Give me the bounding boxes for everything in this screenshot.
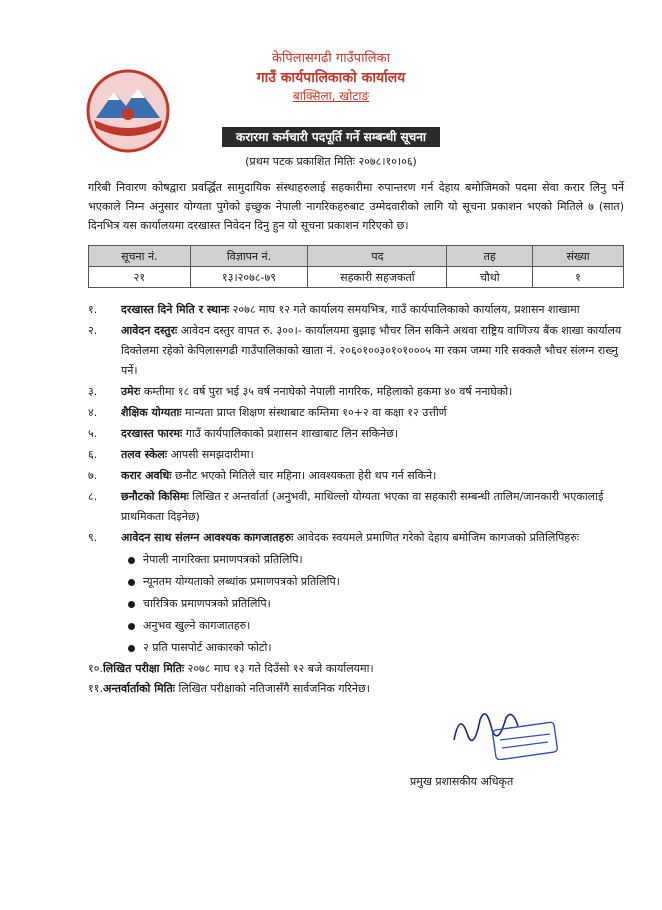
office-name: गाउँ कार्यपालिकाको कार्यालय [256, 70, 406, 86]
office-address: बाक्सिला, खोटाङ [292, 89, 370, 103]
item-number: १०. [88, 662, 103, 675]
item-text: लिखित परीक्षाको नतिजासँगै सार्वजनिक गरिनेछ। [174, 682, 370, 695]
item-label: उमेरः [121, 385, 141, 398]
list-item [88, 528, 628, 548]
table-cell: १ [533, 267, 624, 288]
municipality-name: केपिलासगढी गाउँपालिका [272, 51, 390, 66]
item-label: लिखित परीक्षा मितिः [102, 662, 185, 675]
document-bullet [128, 549, 628, 571]
item-label: शैक्षिक योग्यताः [121, 406, 182, 419]
item-label: करार अवधिः [121, 469, 172, 482]
item-number: १. [88, 303, 98, 316]
item-number: ८. [88, 490, 98, 503]
item-label: दरखास्त दिने मिति र स्थानः [121, 303, 230, 316]
table-header: विज्ञापन नं. [190, 246, 308, 267]
table-header: पद [308, 246, 447, 267]
bullet-text: अनुभव खुल्ने कागजातहरु। [143, 619, 251, 632]
list-item [88, 424, 628, 444]
table-header: सूचना नं. [89, 246, 191, 267]
bullet-icon [128, 579, 135, 586]
table-header: संख्या [533, 246, 624, 267]
item-text: लिखित र अन्तर्वार्ता (अनुभवी, माथिल्लो योग्यता भएका वा सहकारी सम्बन्धी तालिम/जानकारी भएकालाई प्राथमिकता दिइनेछ) [121, 490, 604, 523]
item-label: आवेदन साथ संलग्न आवश्यक कागजातहरुः [121, 531, 294, 544]
item-number: ५. [88, 427, 98, 440]
item-number: ६. [88, 448, 98, 461]
list-item [88, 466, 628, 486]
list-item [88, 382, 628, 402]
item-label: अन्तर्वार्ताको मितिः [102, 682, 175, 695]
document-bullet [128, 637, 628, 659]
table-cell: चौथो [447, 267, 533, 288]
item-text: कम्तीमा १८ वर्ष पुरा भई ३५ वर्ष ननाघेको नेपाली नागरिक, महिलाको हकमा ४० वर्ष ननाघेको। [140, 385, 513, 398]
list-item [88, 487, 628, 527]
publish-date: (प्रथम पटक प्रकाशित मितिः २०७८।१०।०६) [245, 155, 417, 168]
item-label: आवेदन दस्तुरः [121, 324, 178, 337]
item-number: ९. [88, 531, 98, 544]
item-number: ११. [88, 682, 103, 695]
bullet-text: न्यूनतम योग्यताको लब्धांक प्रमाणपत्रको प्रतिलिपि। [143, 575, 340, 588]
item-number: ३. [88, 385, 98, 398]
bullet-text: चारित्रिक प्रमाणपत्रको प्रतिलिपि। [143, 597, 271, 610]
item-number: ७. [88, 469, 98, 482]
item-text: मान्यता प्राप्त शिक्षण संस्थाबाट कम्तिमा १०+२ वा कक्षा १२ उत्तीर्ण [181, 406, 447, 419]
conditions-list [88, 300, 628, 699]
item-text: आपसी समझदारीमा। [167, 448, 254, 461]
list-item [88, 321, 628, 381]
item-text: २०७८ माघ १२ गते कार्यालय समयभित्र, गाउँ कार्यपालिकाको कार्यालय, प्रशासन शाखामा [229, 303, 580, 316]
item-text: आवेदन दस्तुर वापत रु. ३००।- कार्यालयमा बुझाइ भौचर लिन सकिने अथवा राष्ट्रिय वाणिज्य बैंक शाखा कार्यालय दिक्तेलमा रहेको केपिलासगढी गाउँपालिकाको खाता नं. २०६०१००३०१०१०००५ मा रकम जम्मा गरि सक्कलै भौचर संलग्न राख्नु पर्ने। [121, 324, 622, 377]
office-header [0, 50, 662, 105]
bullet-text: २ प्रति पासपोर्ट आकारको फोटो। [143, 641, 272, 654]
bullet-icon [128, 645, 135, 652]
table-row [89, 267, 624, 288]
table-cell: १३।२०७८-७९ [190, 267, 308, 288]
bullet-icon [128, 623, 135, 630]
notice-title-banner: करारमा कर्मचारी पदपूर्ति गर्ने सम्बन्धी सूचना [222, 127, 440, 147]
table-header-row [89, 246, 624, 267]
list-item [88, 300, 628, 320]
document-bullet [128, 571, 628, 593]
document-bullet [128, 615, 628, 637]
item-number: २. [88, 324, 98, 337]
item-label: तलव स्केलः [121, 448, 168, 461]
list-item [88, 659, 628, 679]
list-item [88, 445, 628, 465]
signature-stamp [450, 700, 560, 760]
intro-paragraph: गरिबी निवारण कोषद्वारा प्रवर्द्धित सामुदायिक संस्थाहरुलाई सहकारीमा रुपान्तरण गर्न देहाय बमोजिमको पदमा सेवा करार लिनु पर्ने भएकाले निम्न अनुसार योग्यता पुगेको इच्छुक नेपाली नागरिकहरुबाट उम्मेदवारीको लागि यो सूचना प्रकाशन भएको मितिले ७ (सात) दिनभित्र यस कार्यालयमा दरखास्त निवेदन दिनु हुन यो सूचना प्रकाशन गरिएको छ। [88, 181, 624, 232]
vacancy-table [88, 245, 624, 288]
signatory-title: प्रमुख प्रशासकीय अधिकृत [410, 775, 514, 788]
table-header: तह [447, 246, 533, 267]
bullet-icon [128, 557, 135, 564]
item-text: गाउँ कार्यपालिकाको प्रशासन शाखाबाट लिन सकिनेछ। [182, 427, 399, 440]
item-text: आवेदक स्वयमले प्रमाणित गरेको देहाय बमोजिम कागजको प्रतिलिपिहरुः [293, 531, 580, 544]
item-number: ४. [88, 406, 98, 419]
document-bullet [128, 593, 628, 615]
list-item [88, 679, 628, 699]
item-text: २०७८ माघ १३ गते दिउँसो १२ बजे कार्यालयमा। [184, 662, 374, 675]
item-label: दरखास्त फारमः [121, 427, 183, 440]
item-text: छनौट भएको मितिले चार महिना। आवश्यकता हेरी थप गर्न सकिने। [171, 469, 437, 482]
item-label: छनौटको किसिमः [121, 490, 189, 503]
bullet-icon [128, 601, 135, 608]
table-cell: २१ [89, 267, 191, 288]
list-item [88, 403, 628, 423]
table-cell: सहकारी सहजकर्ता [308, 267, 447, 288]
bullet-text: नेपाली नागरिक्ता प्रमाणपत्रको प्रतिलिपि। [143, 553, 303, 566]
